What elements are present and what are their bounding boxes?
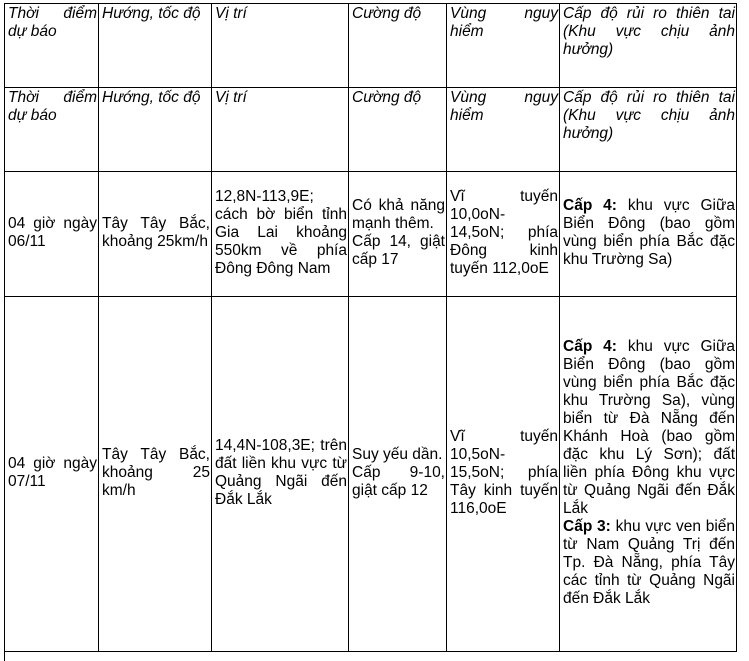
cell-position: 14,4N-108,3E; trên đất liền khu vực từ Quảng Ngãi đến Đắk Lắk (212, 297, 349, 652)
cell-intensity (349, 297, 447, 652)
cell-risk-level (560, 172, 737, 297)
cell-direction: Tây Tây Bắc, khoảng 25km/h (99, 172, 212, 297)
header-direction: Hướng, tốc độ (99, 88, 212, 172)
header-row (5, 88, 737, 172)
header-position: Vị trí (212, 88, 349, 172)
header-risk-level: Cấp độ rủi ro thiên tai (Khu vực chịu ảnh hưởng) (560, 4, 737, 88)
cell-position: 12,8N-113,9E; cách bờ biển tỉnh Gia Lai khoảng 550km về phía Đông Đông Nam (212, 172, 349, 297)
header-risk-level: Cấp độ rủi ro thiên tai (Khu vực chịu ảnh hưởng) (560, 88, 737, 172)
cell-time: 04 giờ ngày 07/11 (5, 297, 99, 652)
header-intensity: Cường độ (349, 4, 447, 88)
cell-risk-level (560, 297, 737, 652)
risk-level-label: Cấp 4: (563, 338, 617, 355)
intensity-level: Cấp 14, giật cấp 17 (352, 233, 445, 268)
header-danger-zone: Vùng nguy hiểm (447, 88, 560, 172)
header-time: Thời điểm dự báo (5, 88, 99, 172)
cell-danger-zone: Vĩ tuyến 10,5oN-15,5oN; phía Tây kinh tuyến 116,0oE (447, 297, 560, 652)
header-row (5, 4, 737, 88)
intensity-level: Cấp 9-10, giật cấp 12 (352, 464, 445, 499)
header-position: Vị trí (212, 4, 349, 88)
intensity-trend: Có khả năng mạnh thêm. (352, 197, 445, 232)
header-intensity: Cường độ (349, 88, 447, 172)
risk-level-label: Cấp 4: (563, 197, 617, 214)
cell-time: 04 giờ ngày 06/11 (5, 172, 99, 297)
risk-area-text: khu vực Giữa Biển Đông (bao gồm vùng biển phía Bắc đặc khu Trường Sa), vùng biển từ Đà Nẵng đến Khánh Hoà (bao gồm đặc khu Lý Sơn); đất liền phía Đông khu vực từ Quảng Ngãi đến Đắk Lắk (563, 338, 735, 517)
risk-area-text: khu vực ven biển từ Nam Quảng Trị đến Tp. Đà Nẵng, phía Tây các tỉnh từ Quảng Ngãi đến Đắk Lắk (563, 518, 736, 607)
risk-area-text: khu vực Giữa Biển Đông (bao gồm vùng biển phía Bắc đặc khu Trường Sa) (563, 197, 735, 268)
header-danger-zone: Vùng nguy hiểm (447, 4, 560, 88)
cell-direction: Tây Tây Bắc, khoảng 25 km/h (99, 297, 212, 652)
cell-danger-zone: Vĩ tuyến 10,0oN-14,5oN; phía Đông kinh tuyến 112,0oE (447, 172, 560, 297)
table-row (5, 297, 737, 652)
header-direction: Hướng, tốc độ (99, 4, 212, 88)
cell-intensity (349, 172, 447, 297)
header-time: Thời điểm dự báo (5, 4, 99, 88)
text-cursor-mark (4, 650, 5, 661)
storm-forecast-table (4, 3, 737, 652)
table-row (5, 172, 737, 297)
intensity-trend: Suy yếu dần. (352, 446, 443, 463)
risk-level-label: Cấp 3: (563, 518, 611, 535)
